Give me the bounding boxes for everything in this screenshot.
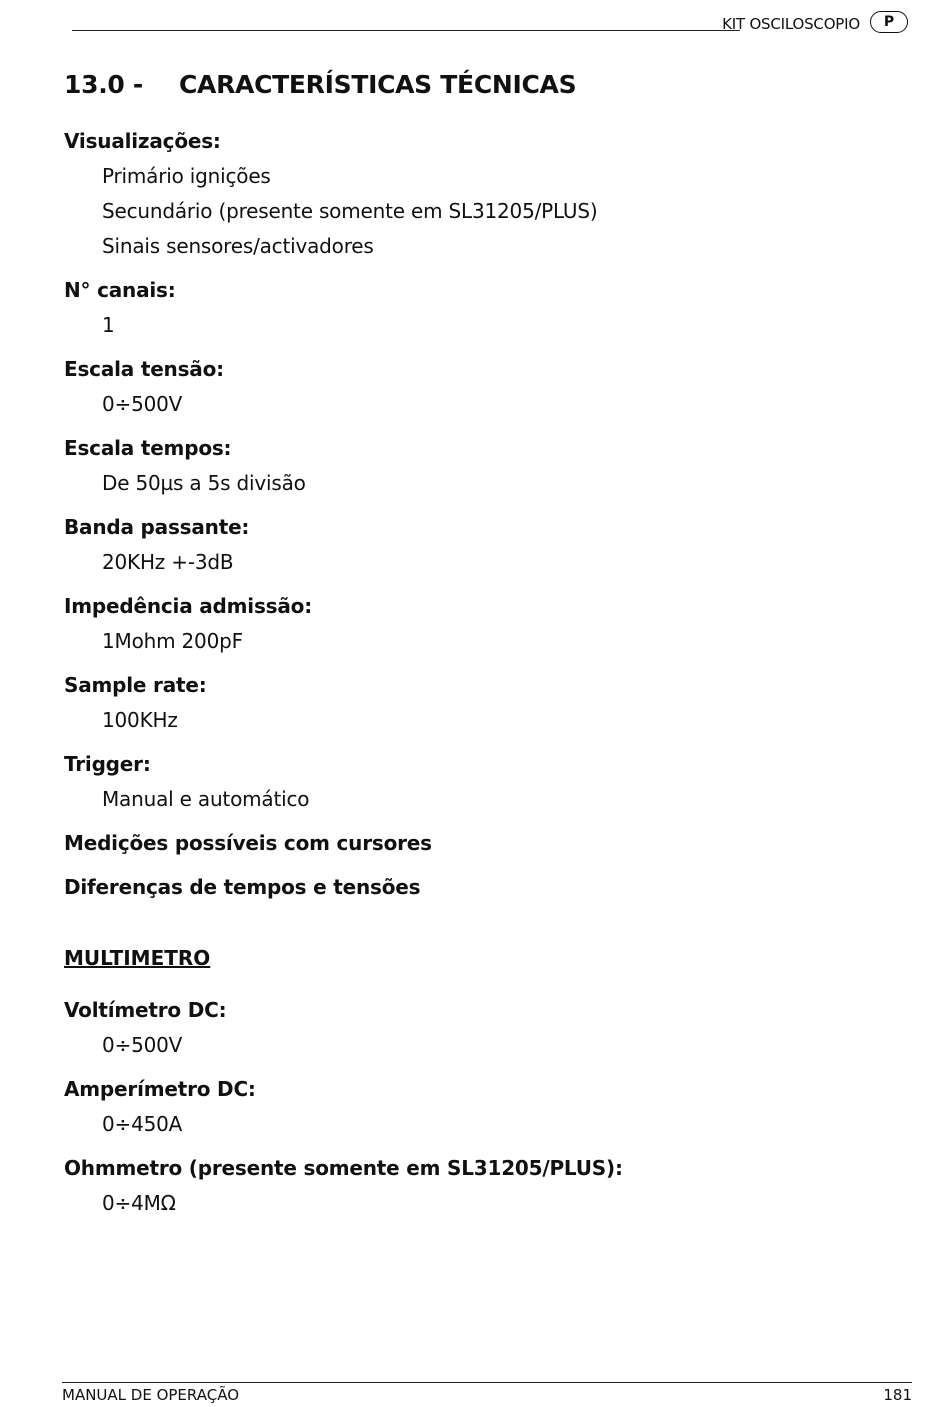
- feature-line: Medições possíveis com cursores: [64, 831, 432, 855]
- spec-item: [64, 1151, 904, 1221]
- spec-item: [64, 352, 904, 422]
- spec-value: 0÷500V: [102, 392, 183, 416]
- spec-item: [64, 747, 904, 817]
- spec-value: Secundário (presente somente em SL31205/PLUS): [102, 199, 598, 223]
- spec-item: [64, 1072, 904, 1142]
- section-number: 13.0 -: [64, 70, 143, 99]
- oscilloscope-specs: [64, 124, 904, 817]
- page-header: [72, 10, 910, 38]
- header-title: KIT OSCILOSCOPIO: [722, 15, 860, 33]
- spec-label: N° canais:: [64, 278, 176, 302]
- spec-item: [64, 510, 904, 580]
- spec-value: Manual e automático: [102, 787, 310, 811]
- section-heading: [64, 70, 576, 99]
- cursor-measurements: [64, 826, 904, 905]
- language-badge: P: [870, 11, 908, 33]
- spec-label: Ohmmetro (presente somente em SL31205/PLUS):: [64, 1156, 623, 1180]
- multimeter-title: MULTIMETRO: [64, 946, 211, 970]
- spec-label: Amperímetro DC:: [64, 1077, 256, 1101]
- spec-content: [64, 124, 904, 1230]
- spec-value: 100KHz: [102, 708, 178, 732]
- spec-value: Sinais sensores/activadores: [102, 234, 374, 258]
- feature-line: Diferenças de tempos e tensões: [64, 875, 421, 899]
- spec-value: 0÷500V: [102, 1033, 183, 1057]
- spec-value: 20KHz +-3dB: [102, 550, 234, 574]
- spec-label: Visualizações:: [64, 129, 221, 153]
- spec-value: 0÷4MΩ: [102, 1191, 176, 1215]
- spec-label: Escala tempos:: [64, 436, 232, 460]
- spec-label: Voltímetro DC:: [64, 998, 227, 1022]
- section-title: CARACTERÍSTICAS TÉCNICAS: [179, 70, 577, 99]
- spec-item: [64, 993, 904, 1063]
- spec-label: Trigger:: [64, 752, 151, 776]
- spec-label: Impedência admissão:: [64, 594, 313, 618]
- spec-item: [64, 273, 904, 343]
- spec-value: De 50µs a 5s divisão: [102, 471, 306, 495]
- spec-item: [64, 431, 904, 501]
- spec-label: Escala tensão:: [64, 357, 224, 381]
- spec-value: 1Mohm 200pF: [102, 629, 243, 653]
- spec-item: [64, 124, 904, 264]
- spec-item: [64, 589, 904, 659]
- header-rule: [72, 30, 740, 31]
- footer-manual-title: MANUAL DE OPERAÇÃO: [62, 1386, 240, 1404]
- multimeter-specs: [64, 993, 904, 1221]
- spec-value: 1: [102, 313, 115, 337]
- spec-label: Sample rate:: [64, 673, 207, 697]
- page-number: 181: [883, 1386, 912, 1404]
- spec-value: 0÷450A: [102, 1112, 183, 1136]
- spec-label: Banda passante:: [64, 515, 250, 539]
- page-footer: [62, 1382, 912, 1404]
- spec-item: [64, 668, 904, 738]
- spec-value: Primário ignições: [102, 164, 271, 188]
